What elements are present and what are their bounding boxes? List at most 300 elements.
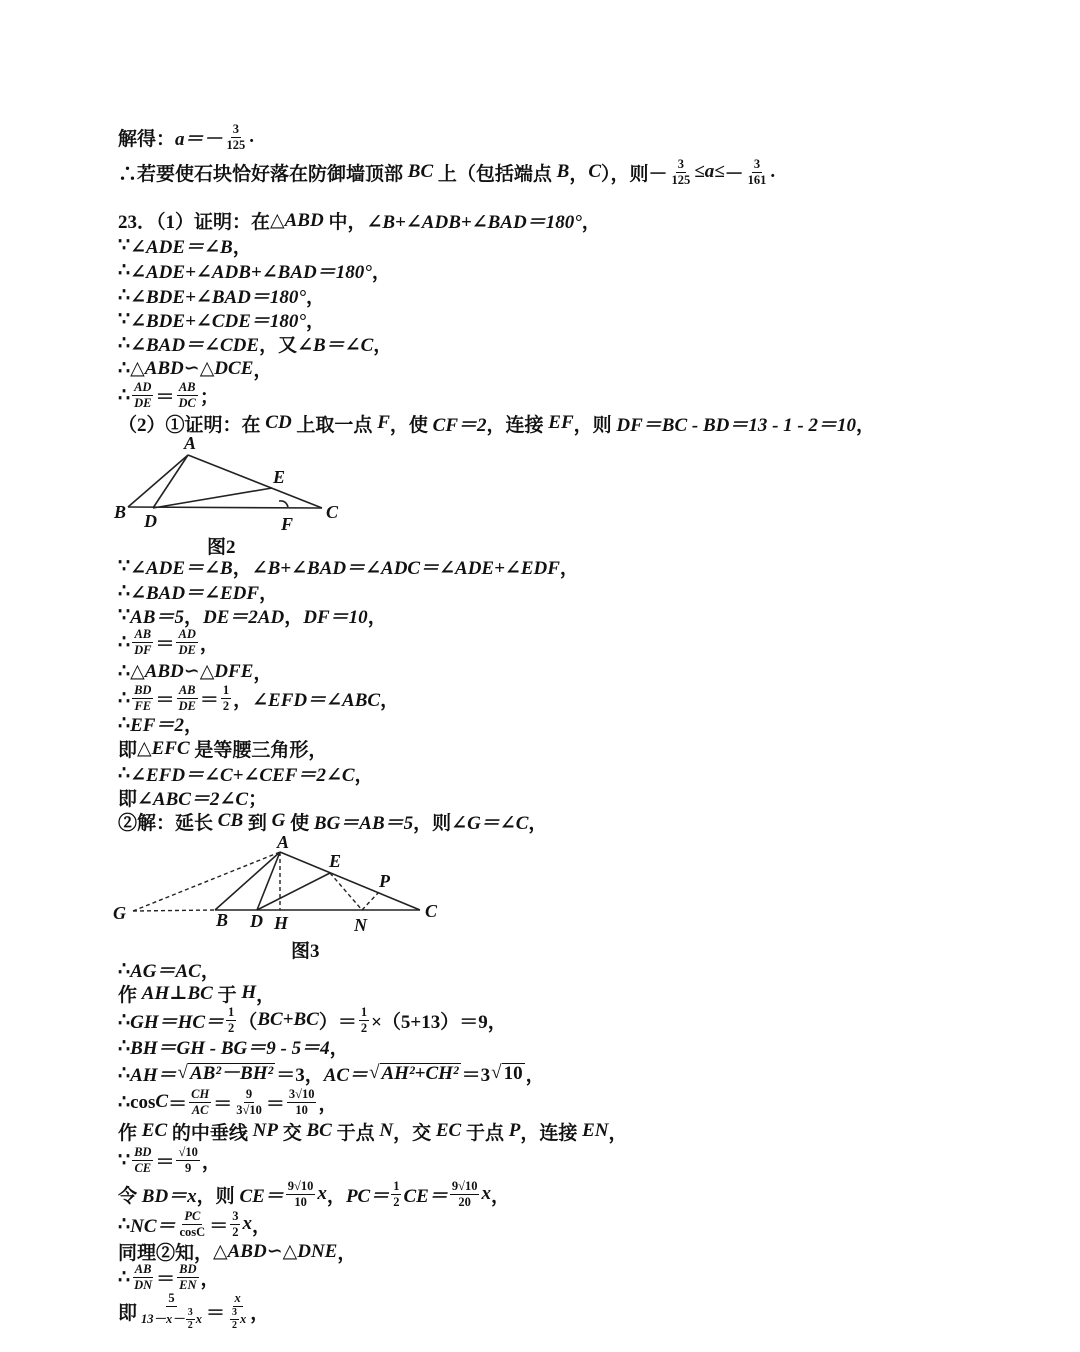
math-expr: G — [271, 810, 286, 831]
text-run: ＝ — [199, 689, 219, 711]
text-run: ， — [569, 163, 589, 185]
fraction — [450, 1180, 480, 1209]
radical — [178, 1063, 276, 1083]
segment-AC — [280, 852, 420, 910]
fraction-numerator: 1 — [222, 682, 230, 697]
text-run: 中， — [323, 211, 367, 233]
text-run: ∴ — [118, 332, 131, 354]
math-expr: BC — [306, 1120, 332, 1141]
text-run: ，则 — [413, 812, 452, 834]
solution-line — [118, 1058, 545, 1088]
point-label-E: E — [329, 851, 342, 871]
figure-2-caption: 图2 — [207, 537, 236, 558]
fraction-denominator: 20 — [458, 1194, 471, 1209]
text-run: ， — [318, 1093, 338, 1115]
text-run: ∴ — [118, 1213, 131, 1235]
point-label-D: D — [144, 511, 157, 531]
math-expr: C — [155, 1091, 169, 1112]
text-run: ， — [256, 984, 276, 1006]
text-run: 解得： — [118, 128, 176, 150]
text-run: 即 — [118, 788, 138, 810]
text-run: . — [249, 126, 255, 147]
point-label-C: C — [326, 502, 339, 522]
math-expr: DE＝2AD — [202, 606, 285, 628]
text-run: ， — [250, 1302, 270, 1324]
text-run: ， — [608, 1122, 628, 1144]
math-expr: △ABD∽△DNE — [213, 1240, 338, 1262]
radical — [491, 1063, 524, 1083]
fraction — [176, 381, 197, 410]
fraction — [176, 1146, 199, 1175]
point-label-F: F — [281, 514, 294, 534]
text-run: . — [770, 161, 776, 182]
fraction-numerator: CH — [191, 1086, 210, 1101]
text-run: ∵ — [118, 604, 131, 626]
fraction-numerator: 3√10 — [288, 1086, 315, 1101]
solution-line — [118, 353, 272, 383]
text-run: － — [724, 163, 744, 185]
text-run: ， — [371, 261, 391, 283]
solution-line — [118, 157, 775, 187]
math-expr: △EFC — [137, 737, 190, 759]
fraction-numerator: 3 — [753, 156, 761, 171]
radicand: √ 10 — [503, 1063, 523, 1084]
math-expr: DF＝10 — [303, 606, 368, 628]
text-run: ∴ — [118, 580, 131, 602]
text-run: 同理②知， — [118, 1242, 214, 1264]
segment-NP — [362, 893, 378, 910]
math-expr: ∠B+∠ADB+∠BAD＝180° — [366, 211, 582, 233]
segment-GB — [133, 910, 215, 911]
math-expr: CE＝ — [403, 1185, 448, 1207]
text-run: ， — [337, 1242, 357, 1264]
text-run: ∴ — [118, 284, 131, 306]
fraction-denominator: 10 — [294, 1194, 307, 1209]
segment-DE — [257, 873, 330, 910]
text-run: ＝ — [209, 1215, 229, 1237]
text-run: ∴ — [118, 259, 131, 281]
text-run: ， — [354, 764, 374, 786]
math-expr: F — [377, 412, 390, 433]
fraction-numerator: 1 — [228, 1004, 235, 1019]
fraction-denominator: DC — [178, 395, 196, 410]
fraction-denominator: 3√10 — [236, 1102, 262, 1117]
text-run: ＝ — [155, 633, 175, 655]
fraction — [286, 1180, 316, 1209]
text-run: 是等腰三角形， — [189, 739, 328, 761]
fraction — [178, 1210, 208, 1239]
text-run: ）＝ — [318, 1011, 357, 1033]
math-expr: BC — [407, 161, 434, 182]
math-expr: AB＝5 — [130, 606, 184, 628]
fraction-denominator — [139, 1307, 204, 1331]
math-expr: DF＝BC - BD＝13 - 1 - 2＝10 — [616, 414, 857, 436]
text-run: ＝ — [155, 689, 175, 711]
text-run: ， — [559, 557, 579, 579]
math-expr: AH＝ — [130, 1064, 177, 1086]
segment-EF-mark — [279, 501, 288, 507]
text-run: ∴ — [118, 1009, 131, 1031]
text-run: ， — [200, 960, 220, 982]
text-run: ∴ — [118, 660, 131, 682]
text-run: ），则－ — [601, 163, 668, 185]
figure-3-diagram — [105, 830, 450, 940]
text-run: ， — [581, 211, 601, 233]
text-run: ， — [525, 1064, 545, 1086]
text-run: 于点 — [461, 1122, 509, 1144]
text-run: ＝ — [206, 1302, 226, 1324]
text-run: ， — [200, 1268, 220, 1290]
fraction-numerator: 3 — [187, 1306, 193, 1318]
fraction-denominator: 9 — [185, 1160, 192, 1175]
fraction-numerator: BD — [179, 1261, 197, 1276]
segment-AB — [215, 852, 280, 910]
fraction-denominator: FE — [134, 698, 152, 713]
fraction-numerator: AB — [178, 682, 196, 697]
point-label-G: G — [113, 903, 126, 923]
text-run: 即 — [118, 1302, 138, 1324]
text-run: 于 — [212, 984, 242, 1006]
fraction-denominator: CE — [134, 1160, 152, 1175]
text-run: ， — [253, 359, 273, 381]
text-run: ＝ — [265, 1093, 285, 1115]
math-expr: H — [241, 982, 257, 1003]
math-expr: ∠BDE+∠BAD＝180° — [130, 286, 306, 308]
math-expr: C — [588, 161, 602, 182]
text-run: ， — [373, 334, 393, 356]
fraction-numerator: 1 — [393, 1178, 400, 1193]
point-label-C: C — [425, 901, 438, 921]
fraction-numerator: AD — [134, 379, 152, 394]
fraction — [186, 1308, 195, 1331]
solution-line — [118, 1179, 510, 1209]
fraction — [176, 628, 197, 657]
fraction-numerator: 9√10 — [451, 1178, 478, 1193]
radicand: √ AB²－BH² — [189, 1063, 274, 1084]
text-run: （ — [238, 1011, 258, 1033]
text-run: ， — [199, 633, 219, 655]
solution-line — [118, 978, 275, 1008]
fraction-numerator: PC — [184, 1208, 201, 1223]
text-run: 于点 — [331, 1122, 380, 1144]
text-run: ＝ — [155, 1151, 175, 1173]
math-expr: EN — [582, 1120, 609, 1141]
fraction — [189, 1088, 211, 1117]
text-run: 令 — [118, 1185, 142, 1207]
fraction-denominator: 2 — [187, 1319, 193, 1331]
math-expr: EC — [141, 1120, 168, 1141]
text-run: ； — [248, 788, 268, 810]
fraction-numerator: √10 — [178, 1144, 198, 1159]
text-run: ∵ — [118, 555, 131, 577]
text-run: ∴ — [118, 1062, 131, 1084]
math-expr: GH＝HC＝ — [130, 1011, 225, 1033]
text-run: ×（5+13）＝9， — [371, 1011, 507, 1033]
fraction-denominator: DE — [178, 698, 196, 713]
math-expr: CE＝ — [239, 1185, 284, 1207]
text-run: ∴ — [118, 631, 131, 653]
text-run: ＝ — [156, 1268, 176, 1290]
fraction-denominator: 125 — [671, 172, 691, 187]
fraction-numerator: 5 — [168, 1290, 175, 1305]
fraction-denominator — [227, 1307, 248, 1331]
solution-line — [118, 1031, 349, 1061]
fraction-denominator: 2 — [228, 1020, 235, 1035]
fraction — [177, 1263, 198, 1292]
math-expr: ∠ADE+∠ADB+∠BAD＝180° — [130, 261, 372, 283]
text-run: ； — [199, 386, 219, 408]
point-label-A: A — [277, 832, 290, 852]
fraction — [225, 123, 248, 152]
text-run: ， — [253, 662, 273, 684]
text-run: ∵ — [118, 234, 131, 256]
fraction-numerator: AD — [178, 626, 196, 641]
math-expr: NC＝ — [130, 1215, 176, 1237]
fraction — [287, 1088, 317, 1117]
fraction-denominator: 2 — [222, 698, 230, 713]
text-run: ∴cos — [118, 1091, 156, 1113]
fraction-numerator: AB — [134, 1261, 152, 1276]
text-run: ， — [490, 1185, 510, 1207]
fraction-denominator: 2 — [232, 1319, 238, 1331]
text-run: ，交 — [393, 1122, 436, 1144]
fraction — [670, 158, 693, 187]
text-run: ，连接 — [520, 1122, 583, 1144]
math-expr: ∠ABC＝2∠C — [137, 788, 249, 810]
text-run: ，则 — [196, 1185, 240, 1207]
fraction-denominator: DE — [134, 395, 152, 410]
math-expr: BH＝GH - BG＝9 - 5＝4 — [130, 1037, 330, 1059]
text-run: ， — [856, 414, 876, 436]
text-run: ＝ — [213, 1093, 233, 1115]
fraction-denominator: DF — [134, 642, 152, 657]
math-expr: BC+BC — [257, 1009, 319, 1030]
math-expr: a＝－ — [175, 128, 223, 150]
math-expr: ∠B+∠BAD＝∠ADC＝∠ADE+∠EDF — [251, 557, 560, 579]
text-run: ②解：延长 — [118, 812, 218, 834]
fraction — [230, 1308, 239, 1331]
fraction-numerator: 3 — [232, 1208, 239, 1223]
solution-line — [118, 122, 254, 152]
text-run: 的中垂线 — [167, 1122, 253, 1144]
text-run: ＝ — [168, 1093, 188, 1115]
solution-line — [118, 1262, 220, 1292]
text-run: ， — [232, 236, 252, 258]
math-expr: AC＝ — [323, 1064, 369, 1086]
solution-line — [118, 1087, 337, 1117]
text-run: ∴若要使石块恰好落在防御墙顶部 — [118, 163, 408, 185]
radical — [369, 1063, 461, 1083]
fraction-numerator: 9 — [245, 1086, 253, 1101]
fraction — [132, 1146, 153, 1175]
text-run: ， — [201, 1151, 221, 1173]
math-expr: △ABD∽△DCE — [130, 357, 254, 379]
text-run: 23．（1）证明：在 — [118, 211, 271, 233]
math-expr: ∠BDE+∠CDE＝180° — [130, 310, 306, 332]
math-expr: AG＝AC — [130, 960, 201, 982]
math-expr: ∠EFD＝∠C+∠CEF＝2∠C — [130, 764, 355, 786]
math-expr: x — [317, 1183, 327, 1204]
solution-line — [118, 627, 219, 657]
math-expr: CB — [217, 810, 244, 831]
math-expr: 13－x－ — [141, 1311, 185, 1326]
fraction — [359, 1006, 369, 1035]
fraction-denominator: DN — [134, 1277, 153, 1292]
fraction-numerator: x — [234, 1290, 241, 1305]
math-expr: ∠BAD＝∠EDF — [130, 582, 260, 604]
text-run: ＝3， — [276, 1064, 324, 1086]
fraction-denominator: 10 — [295, 1102, 308, 1117]
fraction-denominator: cosC — [179, 1224, 206, 1239]
fraction-numerator: 3 — [232, 1306, 238, 1318]
fraction — [132, 381, 153, 410]
point-label-B: B — [114, 502, 127, 522]
text-run: ∴ — [118, 687, 131, 709]
math-expr: ≤a≤ — [694, 161, 725, 182]
fraction-numerator: 3 — [232, 121, 240, 136]
text-run: 作 — [118, 984, 142, 1006]
text-run: ， — [259, 582, 279, 604]
fraction-denominator: DE — [178, 642, 196, 657]
text-run: ，使 — [389, 414, 433, 436]
math-expr: BG＝AB＝5 — [313, 812, 414, 834]
fraction-numerator: AB — [178, 379, 196, 394]
text-run: ， — [183, 606, 203, 628]
math-expr: CF＝2 — [432, 414, 487, 436]
math-expr: AH⊥BC — [141, 982, 213, 1004]
text-run: 作 — [118, 1122, 142, 1144]
text-run: 交 — [277, 1122, 307, 1144]
fraction-numerator: 9√10 — [287, 1178, 314, 1193]
fraction — [227, 1292, 248, 1331]
text-run: ，连接 — [486, 414, 549, 436]
text-run: ∴ — [118, 958, 131, 980]
solution-line — [118, 600, 387, 630]
fraction — [139, 1292, 204, 1331]
fraction-denominator: 161 — [747, 172, 767, 187]
text-run: ， — [183, 714, 203, 736]
math-expr: △ABD — [270, 209, 324, 231]
text-run: （2）①证明：在 — [118, 414, 266, 436]
math-expr: ∠BAD＝∠CDE — [130, 334, 260, 356]
text-run: ， — [232, 557, 252, 579]
text-run: 到 — [243, 812, 272, 834]
fraction-denominator: EN — [179, 1277, 197, 1292]
fraction — [221, 684, 231, 713]
math-expr: x — [242, 1213, 252, 1234]
solution-line — [118, 656, 272, 686]
text-run: ∴ — [118, 712, 131, 734]
text-run: ， — [367, 606, 387, 628]
math-expr: B — [556, 161, 570, 182]
math-expr: ∠ADE＝∠B — [130, 557, 233, 579]
radicand: √ AH²+CH² — [381, 1063, 459, 1084]
text-run: ，则 — [573, 414, 617, 436]
text-run: ∵ — [118, 1149, 131, 1171]
math-expr: x — [240, 1311, 247, 1326]
point-label-H: H — [274, 913, 289, 933]
fraction-numerator: AB — [134, 626, 152, 641]
fraction — [230, 1210, 240, 1239]
math-expr: ∠EFD＝∠ABC — [252, 689, 381, 711]
text-run: ， — [233, 689, 253, 711]
fraction — [746, 158, 769, 187]
text-run: 即 — [118, 739, 138, 761]
text-run: 上取一点 — [291, 414, 378, 436]
point-label-D: D — [250, 911, 263, 931]
text-run: ， — [251, 1215, 271, 1237]
text-run: ， — [306, 286, 326, 308]
solution-line — [118, 1116, 628, 1146]
text-run: ，又 — [259, 334, 298, 356]
fraction-denominator: AC — [191, 1102, 209, 1117]
point-label-P: P — [379, 871, 390, 891]
text-run: ， — [306, 310, 326, 332]
fraction-numerator: 3 — [677, 156, 685, 171]
fraction-denominator: 2 — [360, 1020, 368, 1035]
solution-line — [118, 380, 219, 410]
segment-GA — [133, 852, 280, 911]
math-expr: EF — [548, 412, 574, 433]
segment-AD — [257, 852, 280, 910]
fraction — [234, 1088, 264, 1117]
fraction — [132, 1263, 154, 1292]
text-run: ∵ — [118, 308, 131, 330]
math-expr: EF＝2 — [130, 714, 184, 736]
fraction-denominator: 125 — [226, 137, 246, 152]
math-expr: ∠B＝∠C — [297, 334, 374, 356]
segment-DE — [153, 488, 272, 508]
text-run: ＝ — [155, 386, 175, 408]
math-expr: BD＝x — [141, 1185, 197, 1207]
math-expr: P — [508, 1120, 521, 1141]
math-expr: △ABD∽△DFE — [130, 660, 254, 682]
point-label-B: B — [216, 910, 229, 930]
text-run: 使 — [285, 812, 314, 834]
text-run: ， — [380, 689, 400, 711]
text-run: 上（包括端点 — [433, 163, 557, 185]
math-expr: EC — [435, 1120, 462, 1141]
fraction-denominator: 2 — [232, 1224, 239, 1239]
math-expr: x — [481, 1183, 491, 1204]
segment-AC — [188, 455, 322, 508]
fraction-numerator: 1 — [360, 1004, 368, 1019]
text-run: ∴ — [118, 762, 131, 784]
fraction-numerator: BD — [134, 682, 152, 697]
point-label-N: N — [354, 915, 367, 935]
text-run: ， — [284, 606, 304, 628]
solution-line — [118, 1290, 270, 1331]
text-run: ， — [329, 1037, 349, 1059]
text-run: ∴ — [118, 1266, 131, 1288]
math-expr: CD — [265, 412, 292, 433]
fraction-denominator: 2 — [393, 1194, 400, 1209]
text-run: ＝3 — [461, 1064, 491, 1086]
text-run: ∴ — [118, 1035, 131, 1057]
figure-2-diagram — [105, 428, 355, 538]
math-expr: NP — [252, 1120, 278, 1141]
math-expr: ∠G＝∠C — [451, 812, 529, 834]
solution-line — [118, 1145, 221, 1175]
math-expr: ∠ADE＝∠B — [130, 236, 233, 258]
math-expr: PC＝ — [345, 1185, 390, 1207]
math-expr: N — [379, 1120, 394, 1141]
solution-line — [118, 1209, 271, 1239]
figure-3-caption: 图3 — [291, 941, 320, 962]
math-expr: x — [195, 1311, 203, 1326]
text-run: ∴ — [118, 384, 131, 406]
fraction — [391, 1180, 401, 1209]
